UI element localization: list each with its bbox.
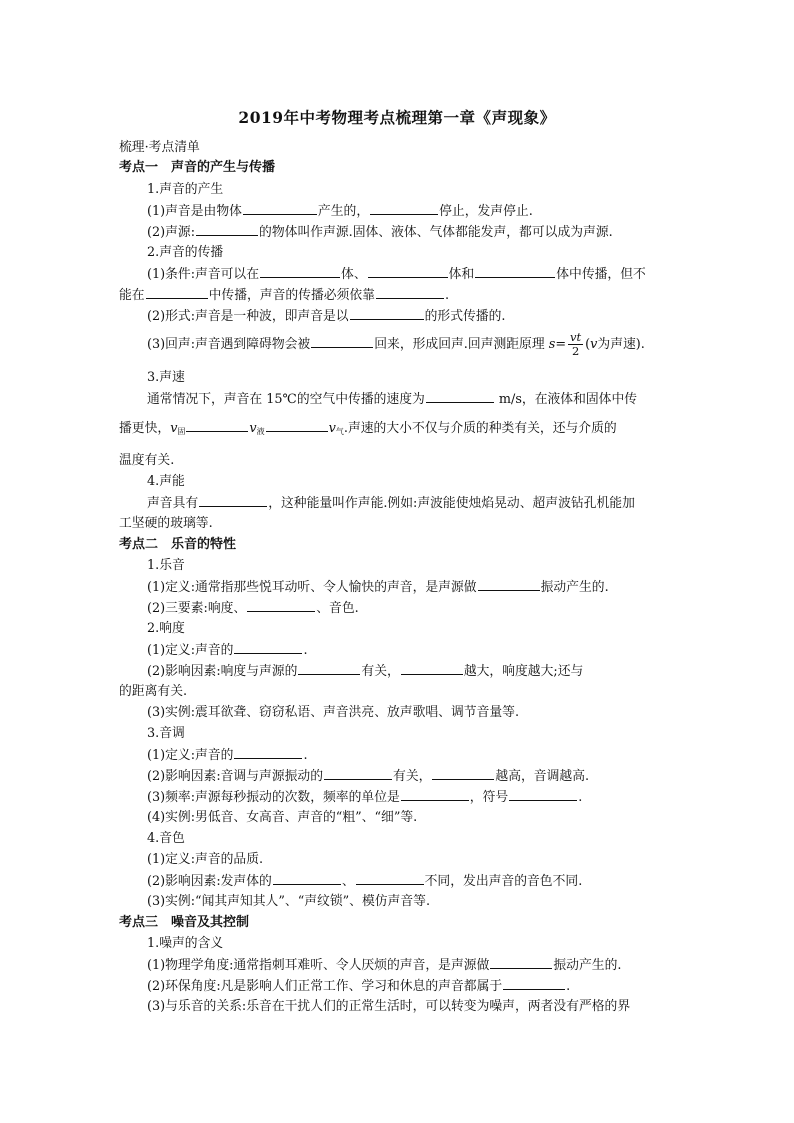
text-line: 播更快，$v_固$ $v_液$ $v_气$.声速的大小不仅与介质的种类有关，还与介质的 bbox=[119, 418, 679, 442]
fill-blank[interactable] bbox=[490, 955, 552, 969]
fill-blank[interactable] bbox=[199, 493, 267, 507]
fill-blank[interactable] bbox=[509, 787, 577, 801]
text-line: (1)物理学角度:通常指刺耳难听、令人厌烦的声音，是声源做 振动产生的. bbox=[147, 955, 679, 976]
section-heading-1: 考点一 声音的产生与传播 bbox=[119, 160, 276, 175]
text-line: 声音具有 ，这种能量叫作声能.例如:声波能使烛焰晃动、超声波钻孔机能加 bbox=[147, 493, 679, 514]
text-line: 能在 中传播，声音的传播必须依靠 . bbox=[119, 285, 679, 306]
text-line: (4)实例:男低音、女高音、声音的“粗”、“细”等. bbox=[147, 810, 418, 825]
text-line: 的距离有关. bbox=[119, 684, 188, 699]
fill-blank[interactable] bbox=[503, 976, 565, 990]
text-line: (3)与乐音的关系:乐音在干扰人们的正常生活时，可以转变为噪声，两者没有严格的界 bbox=[147, 999, 631, 1014]
fill-blank[interactable] bbox=[475, 264, 555, 278]
subsection-musical-sound: 1.乐音 bbox=[147, 558, 185, 573]
fill-blank[interactable] bbox=[186, 418, 248, 432]
text-line: 通常情况下，声音在 15℃的空气中传播的速度为 m/s，在液体和固体中传 bbox=[147, 389, 679, 410]
fill-blank[interactable] bbox=[368, 264, 448, 278]
section-heading-2: 考点二 乐音的特性 bbox=[119, 537, 237, 552]
text-line: (1)定义:声音的 . bbox=[147, 745, 679, 766]
text-line: (2)影响因素:发声体的 、 不同，发出声音的音色不同. bbox=[147, 871, 679, 892]
fill-blank[interactable] bbox=[426, 389, 494, 403]
fill-blank[interactable] bbox=[243, 201, 317, 215]
subtitle: 梳理·考点清单 bbox=[119, 140, 200, 155]
text-line: (1)定义:通常指那些悦耳动听、令人愉快的声音，是声源做 振动产生的. bbox=[147, 577, 679, 598]
subsection-timbre: 4.音色 bbox=[147, 831, 185, 846]
subsection-sound-speed: 3.声速 bbox=[147, 370, 185, 385]
subsection-pitch: 3.音调 bbox=[147, 726, 185, 741]
fill-blank[interactable] bbox=[260, 264, 340, 278]
fill-blank[interactable] bbox=[432, 766, 494, 780]
fill-blank[interactable] bbox=[324, 766, 392, 780]
text-line: (3)回声:声音遇到障碍物会被 回来，形成回声.回声测距原理 s= $\frac{vt}{2}$ (v为声速). bbox=[147, 330, 645, 358]
text-line: (1)条件:声音可以在 体、 体和 体中传播，但不 bbox=[147, 264, 679, 285]
fill-blank[interactable] bbox=[196, 222, 258, 236]
text-line: (2)影响因素:音调与声源振动的 有关， 越高，音调越高. bbox=[147, 766, 679, 787]
fill-blank[interactable] bbox=[401, 787, 469, 801]
subsection-noise-meaning: 1.噪声的含义 bbox=[147, 936, 224, 951]
section-heading-3: 考点三 噪音及其控制 bbox=[119, 915, 250, 930]
fill-blank[interactable] bbox=[478, 577, 540, 591]
text-line: (1)声音是由物体 产生的， 停止，发声停止. bbox=[147, 201, 679, 222]
subsection-sound-production: 1.声音的产生 bbox=[147, 182, 224, 197]
echo-formula-fraction: $\frac{vt}{2}$ bbox=[570, 330, 582, 358]
fill-blank[interactable] bbox=[401, 661, 463, 675]
fill-blank[interactable] bbox=[247, 598, 315, 612]
formula-s: s bbox=[548, 337, 556, 352]
fill-blank[interactable] bbox=[350, 306, 424, 320]
text-line: 工坚硬的玻璃等. bbox=[119, 516, 213, 531]
fill-blank[interactable] bbox=[356, 871, 424, 885]
text-line: (3)实例:“闻其声知其人”、“声纹锁”、模仿声音等. bbox=[147, 894, 431, 909]
text-line: (3)频率:声源每秒振动的次数，频率的单位是 ，符号 . bbox=[147, 787, 679, 808]
text-line: (2)影响因素:响度与声源的 有关， 越大，响度越大;还与 bbox=[147, 661, 679, 682]
subsection-sound-propagation: 2.声音的传播 bbox=[147, 245, 224, 260]
text-line: 温度有关. bbox=[119, 453, 175, 468]
fill-blank[interactable] bbox=[370, 201, 438, 215]
text-line: (1)定义:声音的品质. bbox=[147, 852, 264, 867]
text-line: (1)定义:声音的 . bbox=[147, 640, 679, 661]
subsection-sound-energy: 4.声能 bbox=[147, 474, 185, 489]
text-line: (2)环保角度:凡是影响人们正常工作、学习和休息的声音都属于 . bbox=[147, 976, 679, 997]
text-line: (2)形式:声音是一种波，即声音是以 的形式传播的. bbox=[147, 306, 679, 327]
fill-blank[interactable] bbox=[234, 745, 302, 759]
fill-blank[interactable] bbox=[234, 640, 302, 654]
text-line: (2)三要素:响度、 、音色. bbox=[147, 598, 679, 619]
fill-blank[interactable] bbox=[298, 661, 360, 675]
fill-blank[interactable] bbox=[266, 418, 328, 432]
text-line: (2)声源: 的物体叫作声源.固体、液体、气体都能发声，都可以成为声源. bbox=[147, 222, 679, 243]
subsection-loudness: 2.响度 bbox=[147, 621, 185, 636]
fill-blank[interactable] bbox=[273, 871, 341, 885]
fill-blank[interactable] bbox=[376, 285, 444, 299]
fill-blank[interactable] bbox=[146, 285, 208, 299]
text-line: (3)实例:震耳欲聋、窃窃私语、声音洪亮、放声歌唱、调节音量等. bbox=[147, 705, 520, 720]
fill-blank[interactable] bbox=[311, 334, 373, 348]
page-title: 2019年中考物理考点梳理第一章《声现象》 bbox=[238, 108, 556, 127]
